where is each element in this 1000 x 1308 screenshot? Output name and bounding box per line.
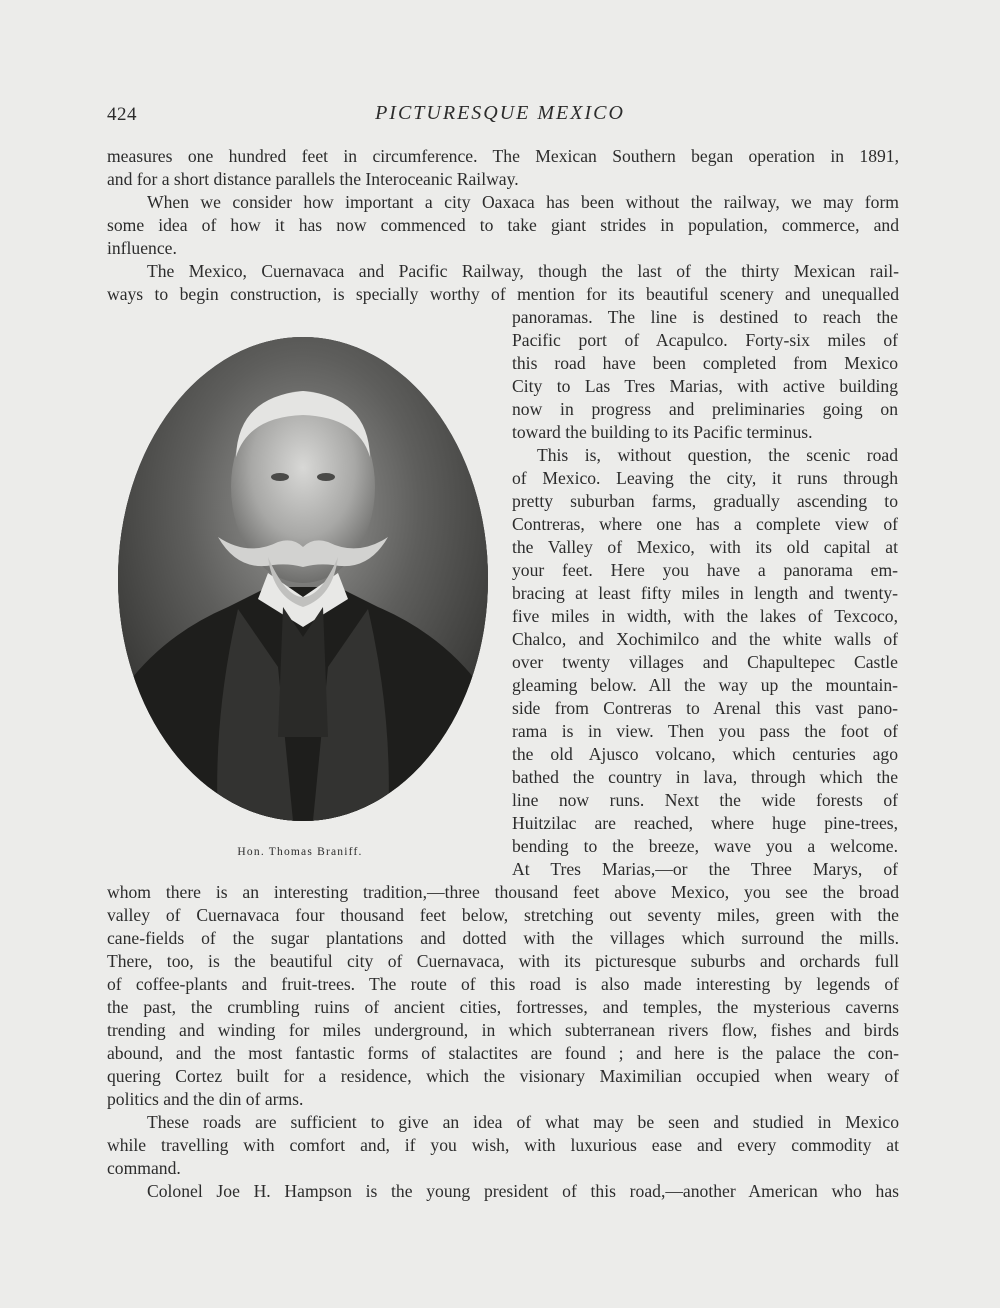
text-line: the past, the crumbling ruins of ancient cities, fortresses, and temples, the mysterious caverns [107, 997, 899, 1017]
portrait-illustration [118, 337, 488, 821]
text-line: ways to begin construction, is specially worthy of mention for its beautiful scenery and unequalled [107, 284, 899, 304]
text-line: of Mexico. Leaving the city, it runs through [512, 468, 898, 488]
text-line: the old Ajusco volcano, which centuries ago [512, 744, 898, 764]
text-line: abound, and the most fantastic forms of stalactites are found ; and here is the palace the con- [107, 1043, 899, 1063]
text-line: now in progress and preliminaries going on [512, 399, 898, 419]
text-line: bracing at least fifty miles in length and twenty- [512, 583, 898, 603]
page-header [0, 104, 1000, 134]
portrait-caption: Hon. Thomas Braniff. [237, 846, 363, 858]
text-line: Pacific port of Acapulco. Forty-six miles of [512, 330, 898, 350]
page-number: 424 [107, 104, 137, 125]
text-line: over twenty villages and Chapultepec Castle [512, 652, 898, 672]
text-line: influence. [107, 238, 177, 258]
text-line: There, too, is the beautiful city of Cuernavaca, with its picturesque suburbs and orchards full [107, 951, 899, 971]
text-line: line now runs. Next the wide forests of [512, 790, 898, 810]
text-line: while travelling with comfort and, if you wish, with luxurious ease and every commodity at [107, 1135, 899, 1155]
text-line: whom there is an interesting tradition,—three thousand feet above Mexico, you see the broad [107, 882, 899, 902]
text-line: The Mexico, Cuernavaca and Pacific Railway, though the last of the thirty Mexican rail- [147, 261, 899, 281]
text-line: this road have been completed from Mexico [512, 353, 898, 373]
text-line: five miles in width, with the lakes of Texcoco, [512, 606, 898, 626]
text-line: of coffee-plants and fruit-trees. The route of this road is also made interesting by legends of [107, 974, 899, 994]
text-line: At Tres Marias,—or the Three Marys, of [512, 859, 898, 879]
text-line: City to Las Tres Marias, with active building [512, 376, 898, 396]
portrait-image [118, 337, 488, 821]
text-line: politics and the din of arms. [107, 1089, 304, 1109]
text-line: panoramas. The line is destined to reach the [512, 307, 898, 327]
running-title: PICTURESQUE MEXICO [375, 102, 625, 124]
text-line: some idea of how it has now commenced to take giant strides in population, commerce, and [107, 215, 899, 235]
text-line: trending and winding for miles underground, in which subterranean rivers flow, fishes and birds [107, 1020, 899, 1040]
text-line: measures one hundred feet in circumference. The Mexican Southern began operation in 1891, [107, 146, 899, 166]
text-line: bending to the breeze, wave you a welcome. [512, 836, 898, 856]
text-line: cane-fields of the sugar plantations and dotted with the villages which surround the mills. [107, 928, 899, 948]
text-line: and for a short distance parallels the Interoceanic Railway. [107, 169, 519, 189]
text-line: quering Cortez built for a residence, which the visionary Maximilian occupied when weary of [107, 1066, 899, 1086]
text-line: gleaming below. All the way up the mountain- [512, 675, 898, 695]
text-line: your feet. Here you have a panorama em- [512, 560, 898, 580]
text-line: This is, without question, the scenic road [537, 445, 898, 465]
text-line: pretty suburban farms, gradually ascending to [512, 491, 898, 511]
text-line: toward the building to its Pacific terminus. [512, 422, 813, 442]
text-line: When we consider how important a city Oaxaca has been without the railway, we may form [147, 192, 899, 212]
text-line: valley of Cuernavaca four thousand feet below, stretching out seventy miles, green with the [107, 905, 899, 925]
text-line: Colonel Joe H. Hampson is the young president of this road,—another American who has [147, 1181, 899, 1201]
text-line: side from Contreras to Arenal this vast pano- [512, 698, 898, 718]
text-line: Chalco, and Xochimilco and the white walls of [512, 629, 898, 649]
text-line: the Valley of Mexico, with its old capital at [512, 537, 898, 557]
text-line: These roads are sufficient to give an idea of what may be seen and studied in Mexico [147, 1112, 899, 1132]
text-line: Huitzilac are reached, where huge pine-trees, [512, 813, 898, 833]
text-line: Contreras, where one has a complete view of [512, 514, 898, 534]
text-line: rama is in view. Then you pass the foot of [512, 721, 898, 741]
text-line: command. [107, 1158, 181, 1178]
text-line: bathed the country in lava, through which the [512, 767, 898, 787]
